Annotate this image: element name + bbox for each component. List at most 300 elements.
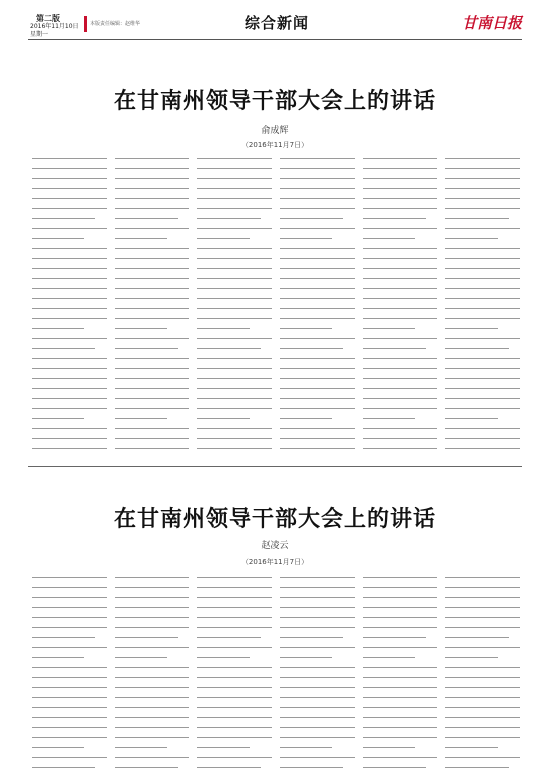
text-line [32,158,107,159]
text-line [115,258,190,259]
text-line [115,707,190,708]
text-line [115,328,167,329]
masthead [0,0,550,40]
text-line [32,707,107,708]
text-line [32,697,107,698]
text-line [115,697,190,698]
text-line [32,587,107,588]
text-line [445,667,520,668]
text-line [32,208,107,209]
text-line [197,158,272,159]
weekday: 星期一 [30,31,49,38]
text-line [445,408,520,409]
text-line [197,767,260,768]
text-line [32,617,107,618]
text-line [445,617,520,618]
text-line [280,687,355,688]
text-line [363,278,438,279]
text-line [363,717,438,718]
text-line [197,198,272,199]
text-line [445,238,497,239]
text-line [32,717,107,718]
text-line [445,418,497,419]
text-line [197,587,272,588]
text-line [32,258,107,259]
text-line [445,707,520,708]
text-line [197,647,272,648]
text-line [197,388,272,389]
text-line [197,308,272,309]
text-line [115,687,190,688]
text-line [115,637,178,638]
text-line [32,328,84,329]
text-line [445,198,520,199]
text-line [445,188,520,189]
text-line [197,727,272,728]
text-line [445,448,520,449]
text-line [115,418,167,419]
text-line [445,607,520,608]
text-line [280,418,332,419]
text-line [363,238,415,239]
text-line [115,607,190,608]
text-column [280,577,355,777]
text-line [32,338,107,339]
text-line [445,318,520,319]
text-line [32,418,84,419]
text-line [280,388,355,389]
text-line [115,228,190,229]
text-line [363,168,438,169]
text-line [115,298,190,299]
text-line [32,198,107,199]
text-line [363,667,438,668]
text-line [280,707,355,708]
text-column [445,577,520,777]
text-line [115,338,190,339]
accent-bar [84,16,87,32]
text-line [445,428,520,429]
text-line [197,757,272,758]
text-line [115,627,190,628]
text-line [445,358,520,359]
text-line [280,647,355,648]
text-line [32,188,107,189]
text-line [115,428,190,429]
text-line [197,328,249,329]
text-line [115,737,190,738]
text-line [363,388,438,389]
text-line [32,368,107,369]
text-line [280,338,355,339]
text-line [363,308,438,309]
text-line [363,587,438,588]
article1-date: （2016年11月7日） [241,141,309,149]
text-line [115,757,190,758]
text-line [280,667,355,668]
article1-body [32,158,520,460]
text-line [363,657,415,658]
text-line [445,717,520,718]
text-line [445,218,508,219]
text-line [197,448,272,449]
text-line [115,448,190,449]
text-line [363,268,438,269]
text-line [197,667,272,668]
text-line [363,368,438,369]
text-line [197,398,272,399]
text-line [115,218,178,219]
text-line [115,388,190,389]
text-line [445,368,520,369]
text-line [445,577,520,578]
text-line [363,647,438,648]
text-line [197,228,272,229]
text-line [445,647,520,648]
text-line [445,378,520,379]
text-line [32,408,107,409]
text-line [445,657,497,658]
text-line [280,617,355,618]
text-line [445,438,520,439]
text-line [197,657,249,658]
text-line [197,597,272,598]
text-line [32,308,107,309]
text-line [115,208,190,209]
text-line [445,687,520,688]
text-line [363,198,438,199]
text-line [445,767,508,768]
text-line [32,238,84,239]
text-line [445,288,520,289]
text-line [363,418,415,419]
text-line [445,248,520,249]
text-line [445,587,520,588]
text-line [445,697,520,698]
text-line [197,607,272,608]
text-line [32,298,107,299]
text-line [115,587,190,588]
text-line [115,268,190,269]
text-line [280,298,355,299]
text-line [197,278,272,279]
text-line [115,198,190,199]
text-line [115,238,167,239]
text-line [280,448,355,449]
text-line [363,597,438,598]
text-line [280,198,355,199]
text-line [32,627,107,628]
text-line [32,757,107,758]
text-line [197,258,272,259]
text-line [280,577,355,578]
text-line [32,448,107,449]
text-line [115,158,190,159]
text-line [115,617,190,618]
text-line [197,737,272,738]
text-line [280,328,332,329]
page-number: 第二版 [36,14,60,23]
text-line [115,368,190,369]
text-line [280,358,355,359]
text-line [363,428,438,429]
text-line [32,318,107,319]
text-line [32,398,107,399]
text-line [363,248,438,249]
text-line [197,368,272,369]
text-line [280,398,355,399]
text-line [115,398,190,399]
text-line [32,228,107,229]
text-line [115,308,190,309]
text-line [32,358,107,359]
text-line [363,338,438,339]
text-line [445,338,520,339]
text-line [280,288,355,289]
text-line [363,767,426,768]
text-line [363,228,438,229]
text-line [280,657,332,658]
text-line [363,378,438,379]
text-column [197,158,272,460]
text-line [445,268,520,269]
text-line [280,348,343,349]
text-line [32,687,107,688]
text-line [197,747,249,748]
text-line [363,398,438,399]
text-column [445,158,520,460]
text-line [197,338,272,339]
text-line [115,667,190,668]
text-line [197,627,272,628]
text-line [115,727,190,728]
text-line [197,438,272,439]
text-line [445,627,520,628]
text-line [445,168,520,169]
text-line [32,248,107,249]
text-line [363,637,426,638]
text-line [280,158,355,159]
article2-body [32,577,520,777]
text-line [32,737,107,738]
text-line [445,208,520,209]
text-line [32,747,84,748]
text-line [445,278,520,279]
text-line [115,577,190,578]
text-line [197,248,272,249]
text-line [197,687,272,688]
article2-author: 赵凌云 [261,541,289,551]
text-line [115,168,190,169]
text-line [363,687,438,688]
article1-title: 在甘南州领导干部大会上的讲话 [113,88,436,114]
text-line [363,607,438,608]
text-line [115,278,190,279]
text-line [197,178,272,179]
text-line [280,268,355,269]
text-line [280,178,355,179]
text-line [197,637,260,638]
text-line [32,428,107,429]
text-line [115,178,190,179]
text-line [280,228,355,229]
text-line [197,418,249,419]
text-line [280,428,355,429]
text-line [280,378,355,379]
text-line [115,348,178,349]
text-line [115,358,190,359]
text-line [280,757,355,758]
text-line [445,298,520,299]
text-line [280,248,355,249]
text-line [115,747,167,748]
text-line [32,378,107,379]
text-column [32,158,107,460]
text-line [363,358,438,359]
text-line [445,388,520,389]
text-column [115,158,190,460]
text-line [197,577,272,578]
text-line [280,747,332,748]
text-column [115,577,190,777]
text-line [115,288,190,289]
text-line [363,328,415,329]
text-line [280,607,355,608]
text-line [197,677,272,678]
text-line [32,278,107,279]
text-line [197,697,272,698]
text-line [363,617,438,618]
text-line [363,747,415,748]
text-line [363,158,438,159]
text-line [280,627,355,628]
text-line [363,627,438,628]
text-line [445,727,520,728]
text-line [115,677,190,678]
text-line [32,178,107,179]
text-line [115,767,178,768]
text-line [363,288,438,289]
text-line [197,348,260,349]
text-line [280,368,355,369]
text-line [32,667,107,668]
text-line [280,238,332,239]
text-line [32,388,107,389]
article2-date: （2016年11月7日） [241,558,309,566]
text-line [363,697,438,698]
article2-title: 在甘南州领导干部大会上的讲话 [113,506,436,532]
text-line [32,657,84,658]
text-line [363,677,438,678]
text-line [363,208,438,209]
text-line [115,657,167,658]
text-line [32,597,107,598]
text-line [445,308,520,309]
text-column [197,577,272,777]
header-rule [28,39,522,40]
text-line [115,188,190,189]
text-line [197,408,272,409]
text-line [197,268,272,269]
text-line [363,218,426,219]
text-line [363,258,438,259]
text-line [197,168,272,169]
text-line [280,737,355,738]
text-line [363,707,438,708]
text-line [363,408,438,409]
text-line [115,597,190,598]
text-line [363,318,438,319]
text-line [445,757,520,758]
text-line [280,408,355,409]
text-line [32,288,107,289]
text-line [445,597,520,598]
text-line [363,448,438,449]
text-line [197,208,272,209]
text-line [32,438,107,439]
text-line [363,178,438,179]
text-line [445,747,497,748]
text-line [280,597,355,598]
text-line [280,677,355,678]
text-line [445,398,520,399]
text-line [280,218,343,219]
text-column [32,577,107,777]
text-line [32,767,95,768]
text-line [363,757,438,758]
text-line [280,637,343,638]
text-line [197,318,272,319]
text-column [363,158,438,460]
article-divider [28,466,522,467]
text-line [280,258,355,259]
text-line [197,358,272,359]
text-line [280,208,355,209]
section-title: 综合新闻 [245,14,310,32]
text-line [115,717,190,718]
text-line [363,348,426,349]
editor-credit: 本版责任编辑：赵维华 [90,21,141,27]
text-line [445,737,520,738]
text-line [280,168,355,169]
text-line [32,348,95,349]
text-line [197,717,272,718]
text-line [363,188,438,189]
text-line [115,318,190,319]
text-line [197,428,272,429]
text-line [197,298,272,299]
text-line [445,637,508,638]
text-line [115,438,190,439]
text-line [280,188,355,189]
text-line [32,637,95,638]
text-column [363,577,438,777]
text-line [280,438,355,439]
text-line [115,408,190,409]
text-line [197,218,260,219]
text-line [32,218,95,219]
text-line [363,298,438,299]
newspaper-logo: 甘南日报 [462,14,523,32]
text-line [280,697,355,698]
text-line [197,288,272,289]
text-line [32,647,107,648]
text-line [280,278,355,279]
article1-author: 俞成辉 [261,126,289,136]
text-line [197,707,272,708]
text-line [363,727,438,728]
text-line [197,378,272,379]
